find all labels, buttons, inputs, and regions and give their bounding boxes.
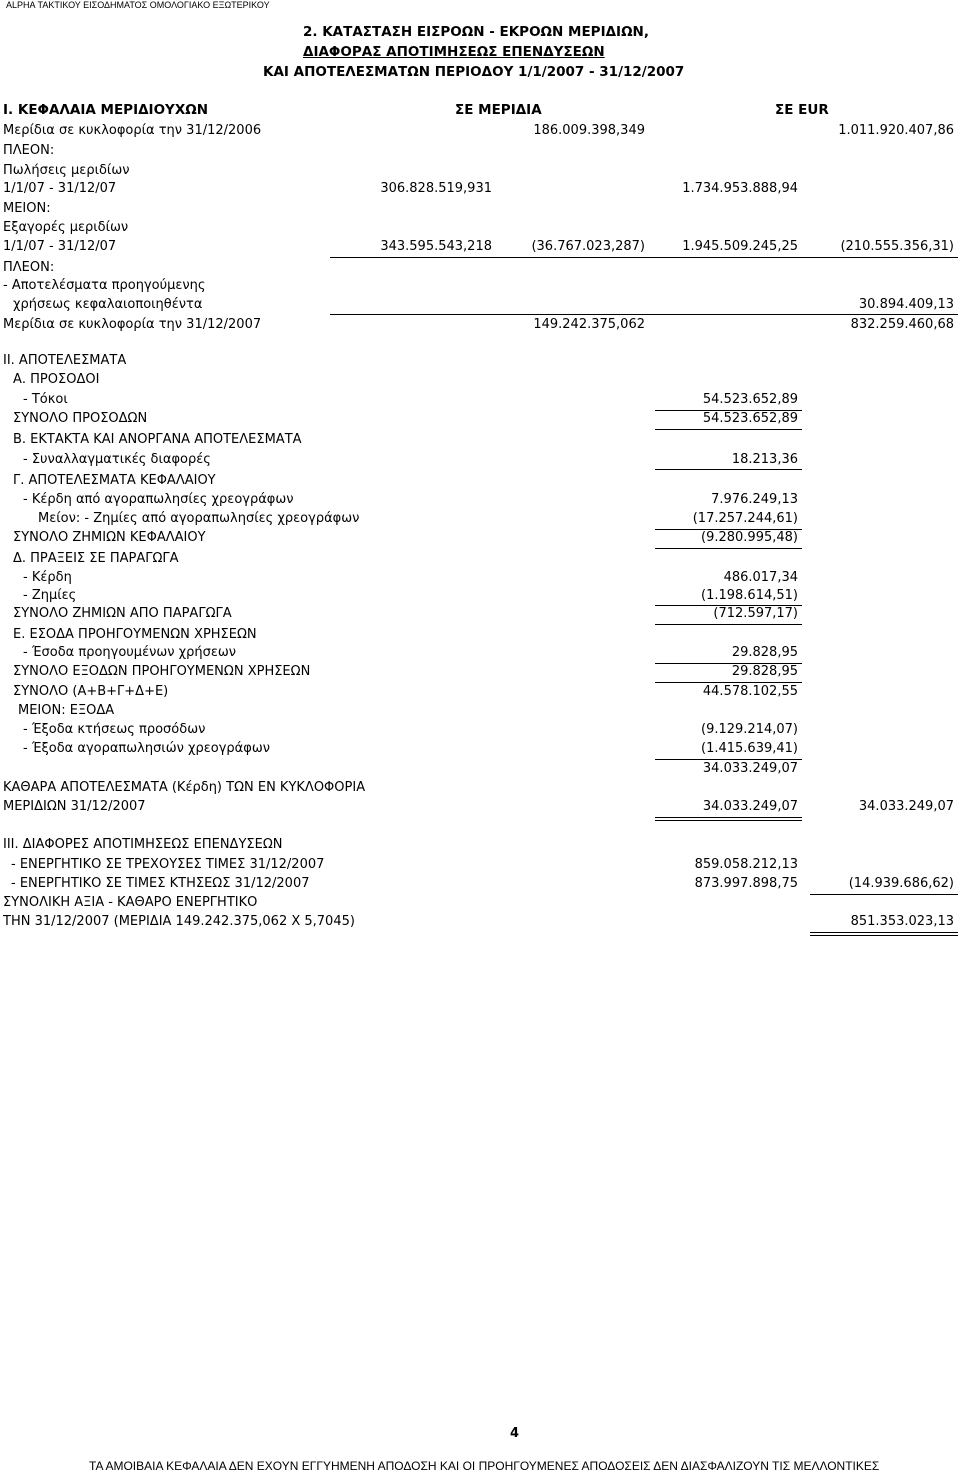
prev-results-label-1: - Αποτελέσματα προηγούμενης bbox=[3, 278, 206, 293]
e-heading: Ε. ΕΣΟΔΑ ΠΡΟΗΓΟΥΜΕΝΩΝ ΧΡΗΣΕΩΝ bbox=[13, 627, 257, 642]
sales-label: Πωλήσεις μεριδίων bbox=[3, 163, 130, 178]
e-total-value: 29.828,95 bbox=[731, 664, 798, 679]
sales-period: 1/1/07 - 31/12/07 bbox=[3, 181, 117, 196]
a-heading: Α. ΠΡΟΣΟΔΟΙ bbox=[13, 372, 100, 387]
fx-value: 18.213,36 bbox=[731, 452, 798, 467]
underline-nav-2 bbox=[810, 935, 958, 936]
page-number: 4 bbox=[510, 1426, 520, 1441]
closing-label: Μερίδια σε κυκλοφορία την 31/12/2007 bbox=[3, 317, 262, 332]
gains-value: 7.976.249,13 bbox=[711, 492, 798, 507]
d-gains-value: 486.017,34 bbox=[723, 570, 798, 585]
net-subtotal-value: 34.033.249,07 bbox=[702, 761, 798, 776]
underline-a-top bbox=[655, 410, 802, 411]
underline-fx bbox=[655, 469, 802, 470]
b-heading: Β. ΕΚΤΑΚΤΑ ΚΑΙ ΑΝΟΡΓΑΝΑ ΑΠΟΤΕΛΕΣΜΑΤΑ bbox=[13, 432, 302, 447]
underline-e-top bbox=[655, 663, 802, 664]
nav-total-value: 851.353.023,13 bbox=[850, 914, 954, 929]
e-total-label: ΣΥΝΟΛΟ ΕΞΟΔΩΝ ΠΡΟΗΓΟΥΜΕΝΩΝ ΧΡΗΣΕΩΝ bbox=[13, 664, 311, 679]
plus-label-2: ΠΛΕΟΝ: bbox=[3, 260, 55, 275]
title-line-3: ΚΑΙ ΑΠΟΤΕΛΕΣΜΑΤΩΝ ΠΕΡΙΟΔΟΥ 1/1/2007 - 31/12/2007 bbox=[263, 64, 685, 80]
expense1-label: - Έξοδα κτήσεως προσόδων bbox=[23, 722, 206, 737]
purchases-eur-net: (210.555.356,31) bbox=[840, 239, 954, 254]
interest-label: - Τόκοι bbox=[23, 392, 68, 407]
underline-prev-results bbox=[330, 314, 958, 315]
col-header-units: ΣΕ ΜΕΡΙΔΙΑ bbox=[455, 102, 542, 118]
a-total-label: ΣΥΝΟΛΟ ΠΡΟΣΟΔΩΝ bbox=[13, 411, 148, 426]
title-line-1: 2. ΚΑΤΑΣΤΑΣΗ ΕΙΣΡΟΩΝ - ΕΚΡΟΩΝ ΜΕΡΙΔΙΩΝ, bbox=[303, 24, 649, 40]
net-results-label-2: ΜΕΡΙΔΙΩΝ 31/12/2007 bbox=[3, 799, 146, 814]
c-total-label: ΣΥΝΟΛΟ ΖΗΜΙΩΝ ΚΕΦΑΛΑΙΟΥ bbox=[13, 530, 206, 545]
fx-label: - Συναλλαγματικές διαφορές bbox=[23, 452, 211, 467]
e-item-label: - Έσοδα προηγουμένων χρήσεων bbox=[23, 645, 237, 660]
underline-net-2 bbox=[655, 820, 802, 821]
cost-prices-label: - ΕΝΕΡΓΗΤΙΚΟ ΣΕ ΤΙΜΕΣ ΚΤΗΣΕΩΣ 31/12/2007 bbox=[11, 876, 310, 891]
losses-label: Μείον: - Ζημίες από αγοραπωλησίες χρεογράφων bbox=[38, 511, 360, 526]
prev-results-label-2: χρήσεως κεφαλαιοποιηθέντα bbox=[13, 297, 203, 312]
section3-heading: ΙΙΙ. ΔΙΑΦΟΡΕΣ ΑΠΟΤΙΜΗΣΕΩΣ ΕΠΕΝΔΥΣΕΩΝ bbox=[3, 837, 283, 852]
current-prices-value: 859.058.212,13 bbox=[694, 857, 798, 872]
d-losses-value: (1.198.614,51) bbox=[701, 588, 798, 603]
col-header-eur: ΣΕ EUR bbox=[775, 102, 829, 118]
nav-total-label-1: ΣΥΝΟΛΙΚΗ ΑΞΙΑ - ΚΑΘΑΡΟ ΕΝΕΡΓΗΤΙΚΟ bbox=[3, 895, 258, 910]
purchases-eur: 1.945.509.245,25 bbox=[682, 239, 798, 254]
title-line-2: ΔΙΑΦΟΡΑΣ ΑΠΟΤΙΜΗΣΕΩΣ ΕΠΕΝΔΥΣΕΩΝ bbox=[303, 44, 605, 60]
underline-expenses bbox=[655, 759, 802, 760]
a-total-value: 54.523.652,89 bbox=[702, 411, 798, 426]
valuation-difference: (14.939.686,62) bbox=[848, 876, 954, 891]
underline-a-bottom bbox=[655, 429, 802, 430]
minus-label: ΜΕΙΟΝ: bbox=[3, 201, 51, 216]
net-results-label-1: ΚΑΘΑΡΑ ΑΠΟΤΕΛΕΣΜΑΤΑ (Κέρδη) ΤΩΝ ΕΝ ΚΥΚΛΟΦΟΡΙΑ bbox=[3, 780, 366, 795]
purchases-period: 1/1/07 - 31/12/07 bbox=[3, 239, 117, 254]
losses-value: (17.257.244,61) bbox=[692, 511, 798, 526]
fund-name-header: ALPHA ΤΑΚΤΙΚΟΥ ΕΙΣΟΔΗΜΑΤΟΣ ΟΜΟΛΟΓΙΑΚΟ ΕΞΩΤΕΡΙΚΟΥ bbox=[6, 0, 270, 10]
underline-d-top bbox=[655, 605, 802, 606]
underline-e-bottom bbox=[655, 682, 802, 683]
underline-c-top bbox=[655, 529, 802, 530]
d-heading: Δ. ΠΡΑΞΕΙΣ ΣΕ ΠΑΡΑΓΩΓΑ bbox=[13, 551, 179, 566]
opening-label: Μερίδια σε κυκλοφορία την 31/12/2006 bbox=[3, 123, 262, 138]
d-total-value: (712.597,17) bbox=[713, 606, 798, 621]
purchases-units: 343.595.543,218 bbox=[380, 239, 492, 254]
grand-total-value: 44.578.102,55 bbox=[702, 684, 798, 699]
expense1-value: (9.129.214,07) bbox=[701, 722, 798, 737]
closing-eur: 832.259.460,68 bbox=[850, 317, 954, 332]
interest-value: 54.523.652,89 bbox=[702, 392, 798, 407]
current-prices-label: - ΕΝΕΡΓΗΤΙΚΟ ΣΕ ΤΡΕΧΟΥΣΕΣ ΤΙΜΕΣ 31/12/2007 bbox=[11, 857, 325, 872]
closing-units: 149.242.375,062 bbox=[533, 317, 645, 332]
d-losses-label: - Ζημίες bbox=[23, 588, 77, 603]
expense2-value: (1.415.639,41) bbox=[701, 741, 798, 756]
underline-nav-1 bbox=[810, 932, 958, 933]
cost-prices-value: 873.997.898,75 bbox=[694, 876, 798, 891]
sales-units: 306.828.519,931 bbox=[380, 181, 492, 196]
d-total-label: ΣΥΝΟΛΟ ΖΗΜΙΩΝ ΑΠΟ ΠΑΡΑΓΩΓΑ bbox=[13, 606, 232, 621]
net-results-value: 34.033.249,07 bbox=[702, 799, 798, 814]
expenses-heading: ΜΕΙΟΝ: ΕΞΟΔΑ bbox=[18, 703, 115, 718]
purchases-label: Εξαγορές μεριδίων bbox=[3, 220, 129, 235]
c-heading: Γ. ΑΠΟΤΕΛΕΣΜΑΤΑ ΚΕΦΑΛΑΙΟΥ bbox=[13, 473, 216, 488]
gains-label: - Κέρδη από αγοραπωλησίες χρεογράφων bbox=[23, 492, 294, 507]
underline-net-1 bbox=[655, 817, 802, 818]
prev-results-eur: 30.894.409,13 bbox=[858, 297, 954, 312]
expense2-label: - Έξοδα αγοραπωλησιών χρεογράφων bbox=[23, 741, 270, 756]
underline-diff bbox=[810, 894, 958, 895]
plus-label-1: ΠΛΕΟΝ: bbox=[3, 143, 55, 158]
sales-eur: 1.734.953.888,94 bbox=[682, 181, 798, 196]
underline-purchases bbox=[330, 257, 958, 258]
purchases-units-net: (36.767.023,287) bbox=[531, 239, 645, 254]
c-total-value: (9.280.995,48) bbox=[701, 530, 798, 545]
opening-units: 186.009.398,349 bbox=[533, 123, 645, 138]
section2-heading: ΙΙ. ΑΠΟΤΕΛΕΣΜΑΤΑ bbox=[3, 353, 127, 368]
footer-disclaimer: ΤΑ ΑΜΟΙΒΑΙΑ ΚΕΦΑΛΑΙΑ ΔΕΝ ΕΧΟΥΝ ΕΓΓΥΗΜΕΝΗ ΑΠΟΔΟΣΗ ΚΑΙ ΟΙ ΠΡΟΗΓΟΥΜΕΝΕΣ ΑΠΟΔΟΣΕΙΣ ΔΕΝ ΔΙΑΣΦΑΛΙΖΟΥΝ ΤΙΣ ΜΕΛΛΟΝΤΙΚΕΣ bbox=[89, 1459, 880, 1473]
d-gains-label: - Κέρδη bbox=[23, 570, 72, 585]
nav-total-label-2: ΤΗΝ 31/12/2007 (ΜΕΡΙΔΙΑ 149.242.375,062 Χ 5,7045) bbox=[3, 914, 355, 929]
opening-eur: 1.011.920.407,86 bbox=[838, 123, 954, 138]
net-results-value-eur: 34.033.249,07 bbox=[858, 799, 954, 814]
e-item-value: 29.828,95 bbox=[731, 645, 798, 660]
underline-d-bottom bbox=[655, 624, 802, 625]
section1-heading: Ι. ΚΕΦΑΛΑΙΑ ΜΕΡΙΔΙΟΥΧΩΝ bbox=[3, 102, 209, 118]
grand-total-label: ΣΥΝΟΛΟ (Α+Β+Γ+Δ+Ε) bbox=[13, 684, 169, 699]
underline-c-bottom bbox=[655, 548, 802, 549]
